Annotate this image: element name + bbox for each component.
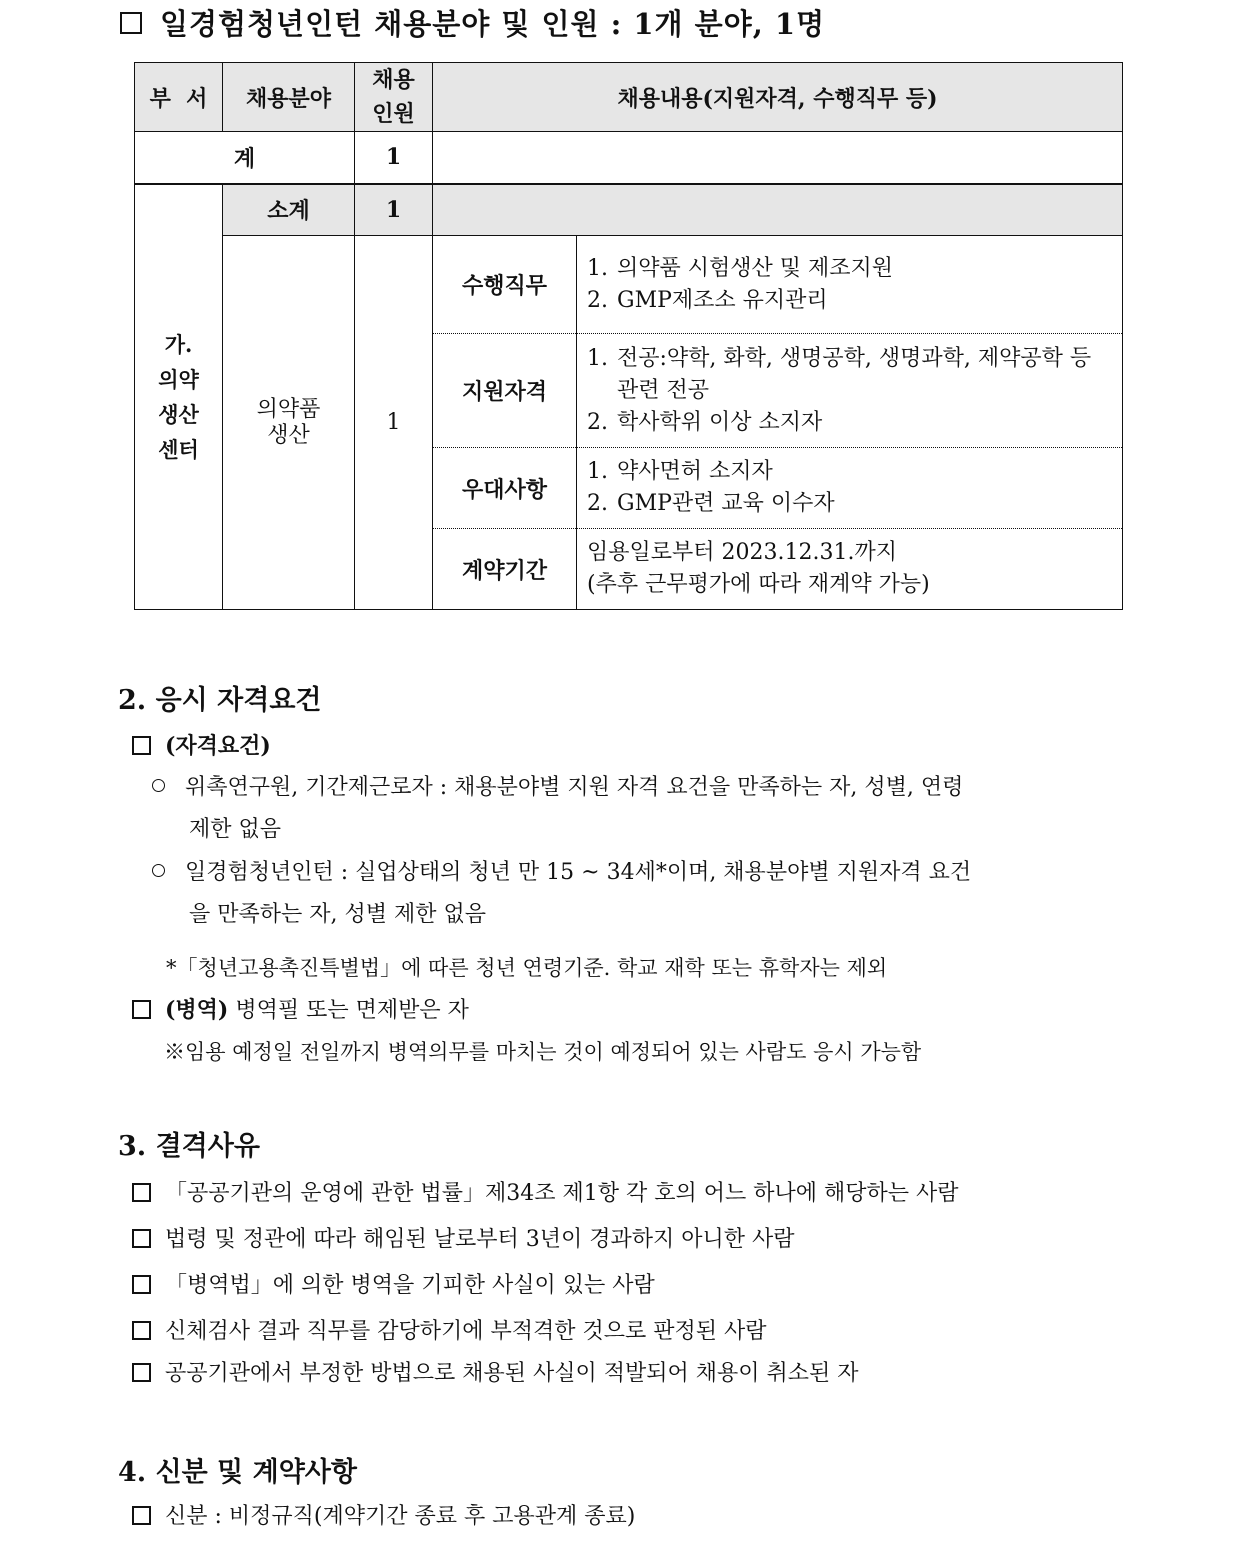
- total-label: 계: [135, 132, 355, 184]
- total-count: 1: [355, 132, 433, 184]
- bullet-1: 위촉연구원, 기간제근로자 : 채용분야별 지원 자격 요건을 만족하는 자, 성별, 연령: [152, 773, 963, 803]
- total-row: [135, 132, 1123, 184]
- checkbox-icon: [132, 736, 151, 755]
- dept-cell: [135, 184, 223, 610]
- duty-row: [135, 236, 1123, 334]
- field-line: 생산: [267, 422, 310, 448]
- checkbox-icon: [132, 1275, 151, 1294]
- duty-label: 수행직무: [433, 236, 577, 334]
- circle-bullet-icon: [152, 864, 165, 877]
- qualification-heading: (자격요건): [132, 731, 271, 762]
- checkbox-icon: [132, 1000, 151, 1019]
- header-count-line2: 인원: [372, 101, 415, 127]
- checkbox-icon: [132, 1506, 151, 1525]
- list-item: 1. 약사면허 소지자: [587, 459, 773, 484]
- subtotal-label: 소계: [223, 184, 355, 236]
- military-note: ※임용 예정일 전일까지 병역의무를 마치는 것이 예정되어 있는 사람도 응시 가능함: [164, 1040, 922, 1064]
- bullet-2: 일경험청년인턴 : 실업상태의 청년 만 15 ~ 34세*이며, 채용분야별 지원자격 요건: [152, 858, 971, 888]
- header-count-line1: 채용: [372, 67, 415, 93]
- section3-title: 3. 결격사유: [118, 1131, 260, 1162]
- subtotal-count: 1: [355, 184, 433, 236]
- recruitment-table: [134, 62, 1123, 610]
- military-heading: (병역) 병역필 또는 면제받은 자: [132, 995, 469, 1026]
- checkbox-icon: [120, 12, 142, 34]
- status-item: 신분 : 비정규직(계약기간 종료 후 고용관계 종료): [132, 1502, 635, 1532]
- preference-label: 우대사항: [433, 448, 577, 529]
- checkbox-icon: [132, 1229, 151, 1248]
- dept-line: 가.: [164, 331, 193, 357]
- list-item: 2. GMP관련 교육 이수자: [587, 491, 835, 516]
- circle-bullet-icon: [152, 779, 165, 792]
- section4-title: 4. 신분 및 계약사항: [118, 1457, 357, 1488]
- list-item: 1. 의약품 시험생산 및 제조지원: [587, 255, 894, 281]
- bullet-1-continued: 제한 없음: [189, 817, 282, 842]
- top-heading: 일경험청년인턴 채용분야 및 인원 : 1개 분야, 1명: [120, 2, 825, 43]
- qualification-content: [577, 334, 1123, 448]
- disqualification-item: 공공기관에서 부정한 방법으로 채용된 사실이 적발되어 채용이 취소된 자: [132, 1359, 859, 1389]
- contract-line: 임용일로부터 2023.12.31.까지: [587, 540, 897, 565]
- contract-label: 계약기간: [433, 529, 577, 610]
- subtotal-content: [433, 184, 1123, 236]
- list-item: 2. GMP제조소 유지관리: [587, 287, 828, 313]
- section2-title: 2. 응시 자격요건: [118, 685, 322, 716]
- total-content: [433, 132, 1123, 184]
- checkbox-icon: [132, 1321, 151, 1340]
- disqualification-item: 「병역법」에 의한 병역을 기피한 사실이 있는 사람: [132, 1271, 655, 1301]
- disqualification-item: 신체검사 결과 직무를 감당하기에 부적격한 것으로 판정된 사람: [132, 1317, 767, 1347]
- disqualification-item: 「공공기관의 운영에 관한 법률」제34조 제1항 각 호의 어느 하나에 해당하는 사람: [132, 1179, 959, 1209]
- preference-content: [577, 448, 1123, 529]
- count-cell: 1: [355, 236, 433, 610]
- duty-content: [577, 236, 1123, 334]
- checkbox-icon: [132, 1363, 151, 1382]
- dept-line: 의약: [158, 366, 199, 392]
- contract-content: [577, 529, 1123, 610]
- field-line: 의약품: [256, 396, 321, 422]
- list-item: 1. 전공:약학, 화학, 생명공학, 생명과학, 제약공학 등 관련 전공: [587, 345, 1092, 403]
- table-header-row: [135, 63, 1123, 132]
- contract-line: (추후 근무평가에 따라 재계약 가능): [587, 572, 930, 597]
- header-content: 채용내용(지원자격, 수행직무 등): [433, 63, 1123, 132]
- checkbox-icon: [132, 1183, 151, 1202]
- dept-line: 센터: [158, 436, 199, 462]
- qualification-label: 지원자격: [433, 334, 577, 448]
- footnote: *「청년고용촉진특별법」에 따른 청년 연령기준. 학교 재학 또는 휴학자는 제외: [166, 956, 888, 980]
- dept-line: 생산: [158, 401, 199, 427]
- disqualification-item: 법령 및 정관에 따라 해임된 날로부터 3년이 경과하지 아니한 사람: [132, 1225, 795, 1255]
- list-item: 2. 학사학위 이상 소지자: [587, 409, 823, 435]
- subtotal-row: [135, 184, 1123, 236]
- header-dept: 부 서: [135, 63, 223, 132]
- header-count: [355, 63, 433, 132]
- field-cell: [223, 236, 355, 610]
- header-field: 채용분야: [223, 63, 355, 132]
- bullet-2-continued: 을 만족하는 자, 성별 제한 없음: [189, 902, 486, 927]
